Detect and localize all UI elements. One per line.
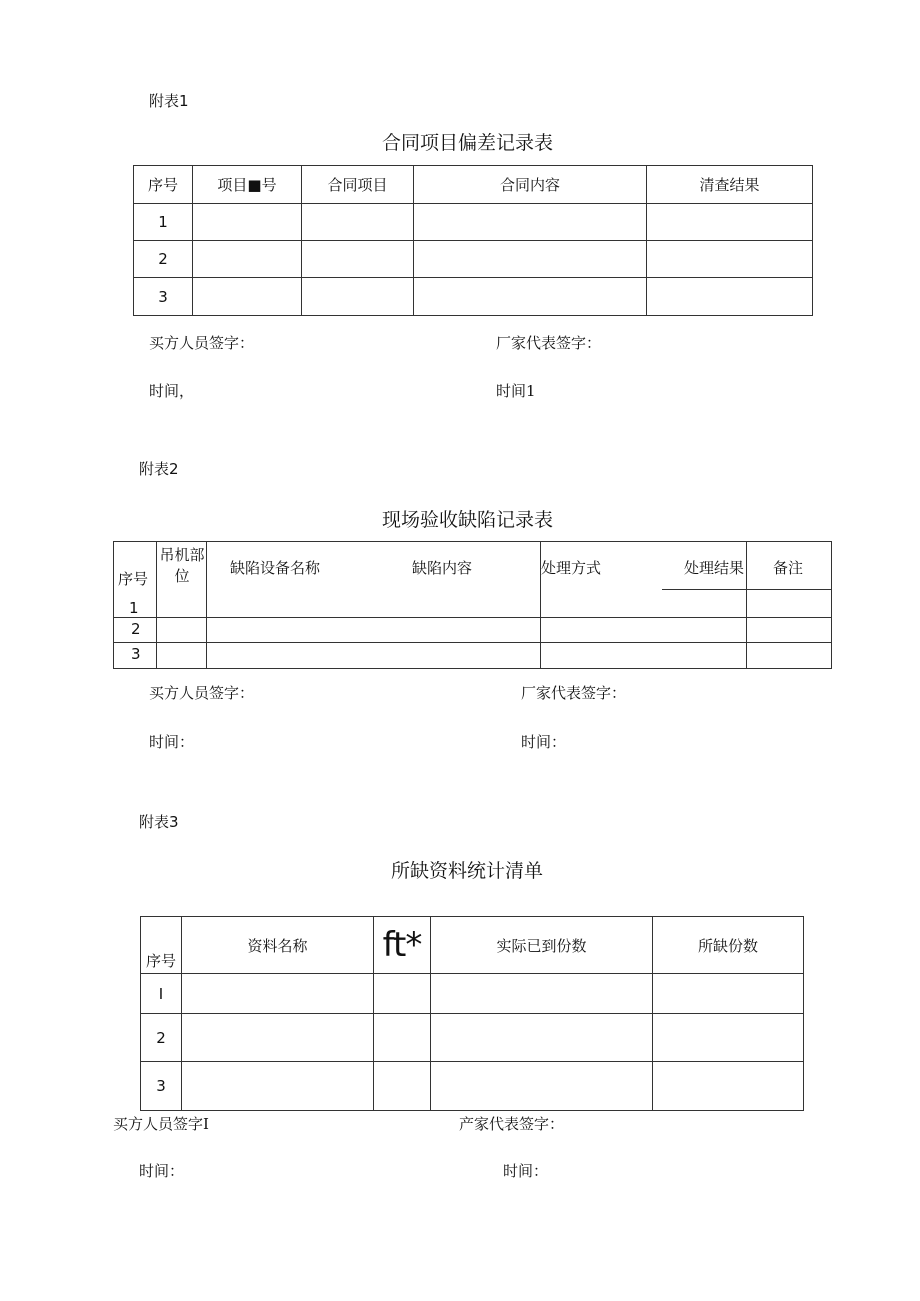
table-cell bbox=[193, 278, 302, 316]
table-row bbox=[134, 241, 813, 278]
table-cell bbox=[653, 974, 804, 1014]
time-label: 时间： bbox=[149, 733, 195, 751]
section3-label: 附表3 bbox=[139, 813, 179, 831]
table-cell bbox=[302, 204, 414, 241]
table-cell bbox=[431, 1062, 653, 1111]
maker-signature-label: 厂家代表签字： bbox=[521, 684, 627, 702]
table-cell bbox=[414, 278, 647, 316]
buyer-signature-label: 买方人员签字： bbox=[149, 334, 255, 352]
row-number: 2 bbox=[134, 241, 193, 278]
header-cell: 合同项目 bbox=[302, 166, 414, 204]
header-cell: 处理方式 bbox=[541, 559, 602, 577]
row-divider bbox=[113, 642, 831, 643]
section2-table bbox=[113, 541, 831, 668]
header-cell: 吊机部位 bbox=[159, 546, 205, 585]
table-cell bbox=[302, 278, 414, 316]
section2-label: 附表2 bbox=[139, 460, 179, 478]
row-number: 3 bbox=[134, 278, 193, 316]
table-header-row bbox=[141, 917, 804, 974]
header-cell: 缺陷内容 bbox=[412, 559, 473, 577]
table-cell bbox=[374, 974, 431, 1014]
table-row bbox=[141, 1062, 804, 1111]
header-cell: 清查结果 bbox=[647, 166, 813, 204]
table-cell bbox=[414, 204, 647, 241]
section1-table bbox=[133, 165, 813, 316]
section3-title: 所缺资料统计清单 bbox=[391, 860, 544, 882]
time-label: 时间1 bbox=[496, 382, 536, 400]
buyer-signature-label: 买方人员签字： bbox=[149, 684, 255, 702]
table-cell bbox=[653, 1014, 804, 1062]
header-cell: 序号 bbox=[134, 166, 193, 204]
header-cell: 备注 bbox=[773, 559, 804, 577]
table-row bbox=[134, 204, 813, 241]
maker-signature-label: 产家代表签字： bbox=[459, 1115, 565, 1133]
row-number: 2 bbox=[141, 1014, 182, 1062]
header-cell: 合同内容 bbox=[414, 166, 647, 204]
row-number: 1 bbox=[134, 204, 193, 241]
time-label: 时间， bbox=[149, 382, 195, 400]
table-row bbox=[141, 974, 804, 1014]
table-cell bbox=[182, 974, 374, 1014]
header-cell: 处理结果 bbox=[684, 559, 745, 577]
table-cell bbox=[302, 241, 414, 278]
table-cell bbox=[647, 278, 813, 316]
row-number: 3 bbox=[131, 645, 141, 663]
table-cell bbox=[193, 241, 302, 278]
table-cell bbox=[414, 241, 647, 278]
header-cell: 缺陷设备名称 bbox=[230, 559, 321, 577]
section1-title: 合同项目偏差记录表 bbox=[382, 132, 554, 154]
header-cell: 所缺份数 bbox=[653, 917, 804, 974]
table-cell bbox=[653, 1062, 804, 1111]
col-divider bbox=[746, 541, 747, 668]
table-cell bbox=[647, 204, 813, 241]
section3-table bbox=[140, 916, 804, 1111]
header-cell: 序号 bbox=[141, 917, 182, 974]
section1-label: 附表1 bbox=[149, 92, 189, 110]
row-number: 2 bbox=[131, 620, 141, 638]
table-cell bbox=[374, 1014, 431, 1062]
table-cell bbox=[647, 241, 813, 278]
table-row bbox=[141, 1014, 804, 1062]
table-header-row bbox=[134, 166, 813, 204]
row-divider bbox=[113, 617, 831, 618]
table-cell bbox=[182, 1014, 374, 1062]
row-number: 1 bbox=[129, 599, 139, 617]
row-number: I bbox=[141, 974, 182, 1014]
header-cell: 项目■号 bbox=[193, 166, 302, 204]
table-cell bbox=[182, 1062, 374, 1111]
header-cell: 序号 bbox=[118, 570, 149, 588]
time-label: 时间： bbox=[521, 733, 567, 751]
table-cell bbox=[431, 1014, 653, 1062]
header-cell: 资料名称 bbox=[182, 917, 374, 974]
buyer-signature-label: 买方人员签字I bbox=[113, 1115, 209, 1133]
table-cell bbox=[374, 1062, 431, 1111]
table-cell bbox=[193, 204, 302, 241]
header-cell: 实际已到份数 bbox=[431, 917, 653, 974]
time-label: 时间： bbox=[139, 1162, 185, 1180]
header-cell: ft* bbox=[374, 917, 431, 974]
section2-title: 现场验收缺陷记录表 bbox=[382, 509, 554, 531]
row-number: 3 bbox=[141, 1062, 182, 1111]
table-row bbox=[134, 278, 813, 316]
time-label: 时间： bbox=[503, 1162, 549, 1180]
maker-signature-label: 厂家代表签字： bbox=[496, 334, 602, 352]
table-cell bbox=[431, 974, 653, 1014]
